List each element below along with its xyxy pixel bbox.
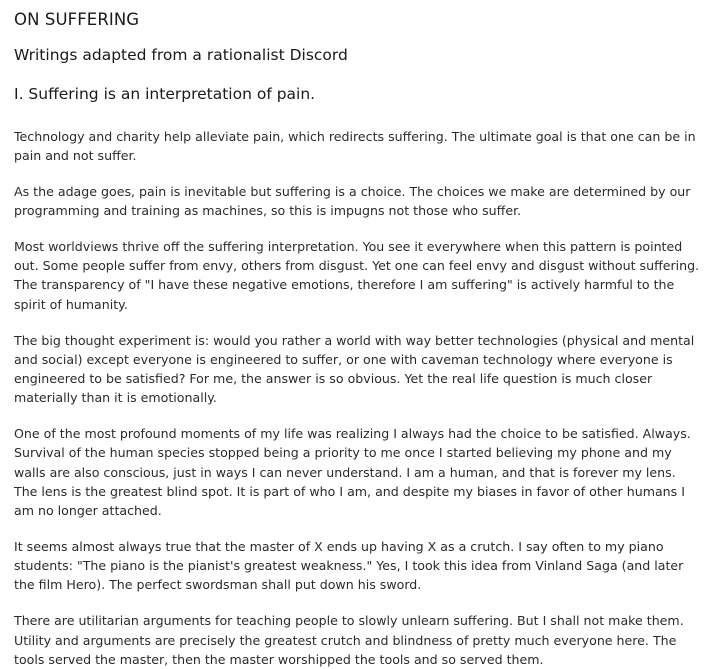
body-paragraph: The big thought experiment is: would you rather a world with way better technologies (physical and mental and social) except everyone is engineered to suffer, or one with caveman technology where everyone is engineered to be satisfied? For me, the answer is so obvious. Yet the real life question is much closer materially than it is emotionally. (14, 332, 695, 406)
page-title: ON SUFFERING (14, 10, 140, 29)
body-paragraph: Technology and charity help alleviate pain, which redirects suffering. The ultimate goal is that one can be in pain and not suffer. (14, 128, 696, 163)
body-paragraph: One of the most profound moments of my life was realizing I always had the choice to be satisfied. Always. Survival of the human species stopped being a priority to me once I started believing my phone and my walls are also conscious, just in ways I can never understand. I am a human, and that is forever my lens. The lens is the greatest blind spot. It is part of who I am, and despite my biases in favor of other humans I am no longer attached. (14, 426, 691, 518)
body-paragraph: It seems almost always true that the master of X ends up having X as a crutch. I say often to my piano students: "The piano is the pianist's greatest weakness." Yes, I took this idea from Vinland Saga (and later the film Hero). The perfect swordsman shall put down his sword. (14, 538, 684, 593)
section-heading: I. Suffering is an interpretation of pain. (14, 85, 316, 104)
body-paragraph: There are utilitarian arguments for teaching people to slowly unlearn suffering. But I shall not make them. Utility and arguments are precisely the greatest crutch and blindness of pretty much everyone here. The tools served the master, then the master worshipped the tools and so served them. (14, 613, 684, 667)
body-paragraph: As the adage goes, pain is inevitable but suffering is a choice. The choices we make are determined by our programming and training as machines, so this is impugns not those who suffer. (14, 183, 691, 218)
body-paragraph: Most worldviews thrive off the suffering interpretation. You see it everywhere when this pattern is pointed out. Some people suffer from envy, others from disgust. Yet one can feel envy and disgust without suffering. The transparency of "I have these negative emotions, therefore I am suffering" is actively harmful to the spirit of humanity. (14, 239, 700, 312)
document-subtitle: Writings adapted from a rationalist Discord (14, 45, 348, 64)
